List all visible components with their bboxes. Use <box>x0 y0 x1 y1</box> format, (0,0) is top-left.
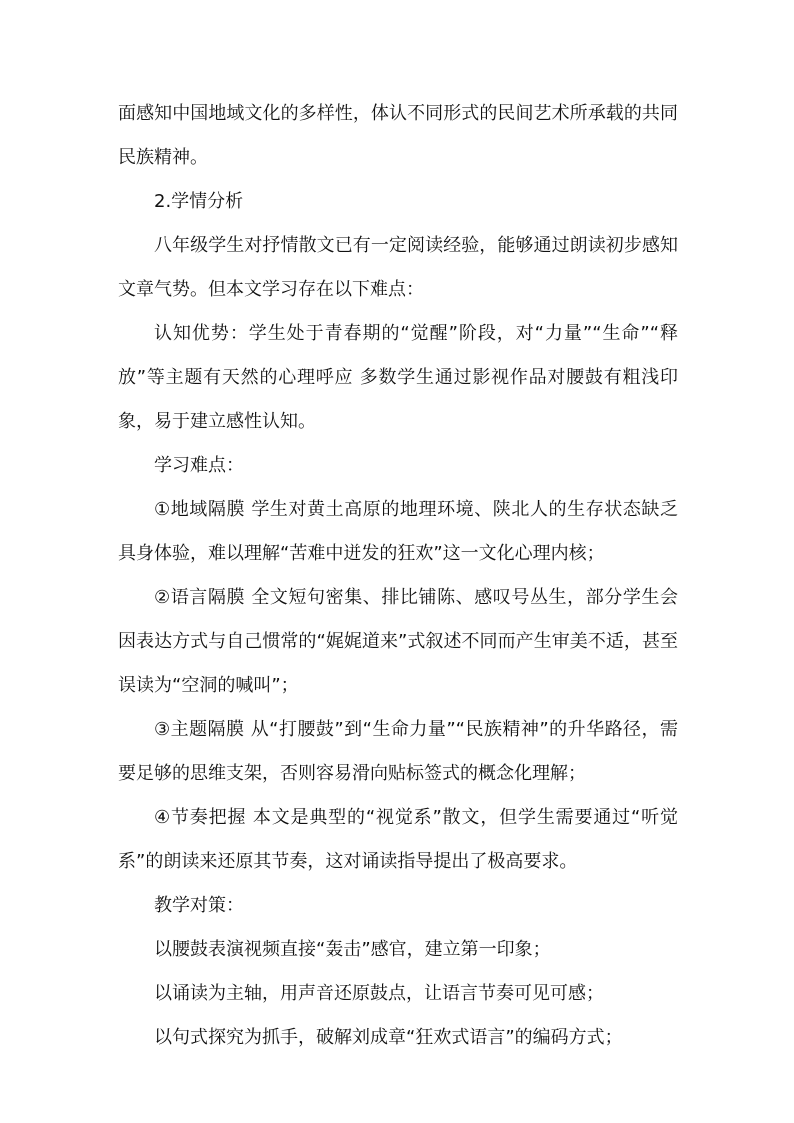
paragraph-difficulty-theme: ③主题隔膜 从“打腰鼓”到“生命力量”“民族精神”的升华路径，需要足够的思维支架，否则容易滑向贴标签式的概念化理解； <box>118 719 678 784</box>
paragraph-strategy-recitation: 以诵读为主轴，用声音还原鼓点，让语言节奏可见可感； <box>154 983 604 1004</box>
paragraph-strategy-video: 以腰鼓表演视频直接“轰击”感官，建立第一印象； <box>154 939 551 960</box>
paragraph-intro-continuation: 面感知中国地域文化的多样性，体认不同形式的民间艺术所承载的共同民族精神。 <box>118 103 678 168</box>
paragraph-difficulty-language: ②语言隔膜 全文短句密集、排比铺陈、感叹号丛生，部分学生会因表达方式与自己惯常的“娓娓道来”式叙述不同而产生审美不适，甚至误读为“空洞的喊叫”； <box>118 587 678 696</box>
paragraph-difficulty-region: ①地域隔膜 学生对黄土高原的地理环境、陕北人的生存状态缺乏具身体验，难以理解“苦难中迸发的狂欢”这一文化心理内核； <box>118 499 678 564</box>
paragraph-strategy-sentence-patterns: 以句式探究为抓手，破解刘成章“狂欢式语言”的编码方式； <box>154 1027 623 1048</box>
document-body <box>118 92 678 1060</box>
section-heading-learning-analysis: 2.学情分析 <box>154 191 244 212</box>
paragraph-cognitive-strengths: 认知优势：学生处于青春期的“觉醒”阶段，对“力量”“生命”“释放”等主题有天然的心理呼应 多数学生通过影视作品对腰鼓有粗浅印象，易于建立感性认知。 <box>118 323 678 432</box>
paragraph-teaching-strategies-title: 教学对策： <box>154 895 244 916</box>
paragraph-difficulty-rhythm: ④节奏把握 本文是典型的“视觉系”散文，但学生需要通过“听觉系”的朗读来还原其节奏，这对诵读指导提出了极高要求。 <box>118 807 678 872</box>
paragraph-learning-difficulties-title: 学习难点： <box>154 455 244 476</box>
paragraph-student-background: 八年级学生对抒情散文已有一定阅读经验，能够通过朗读初步感知文章气势。但本文学习存在以下难点： <box>118 235 678 300</box>
